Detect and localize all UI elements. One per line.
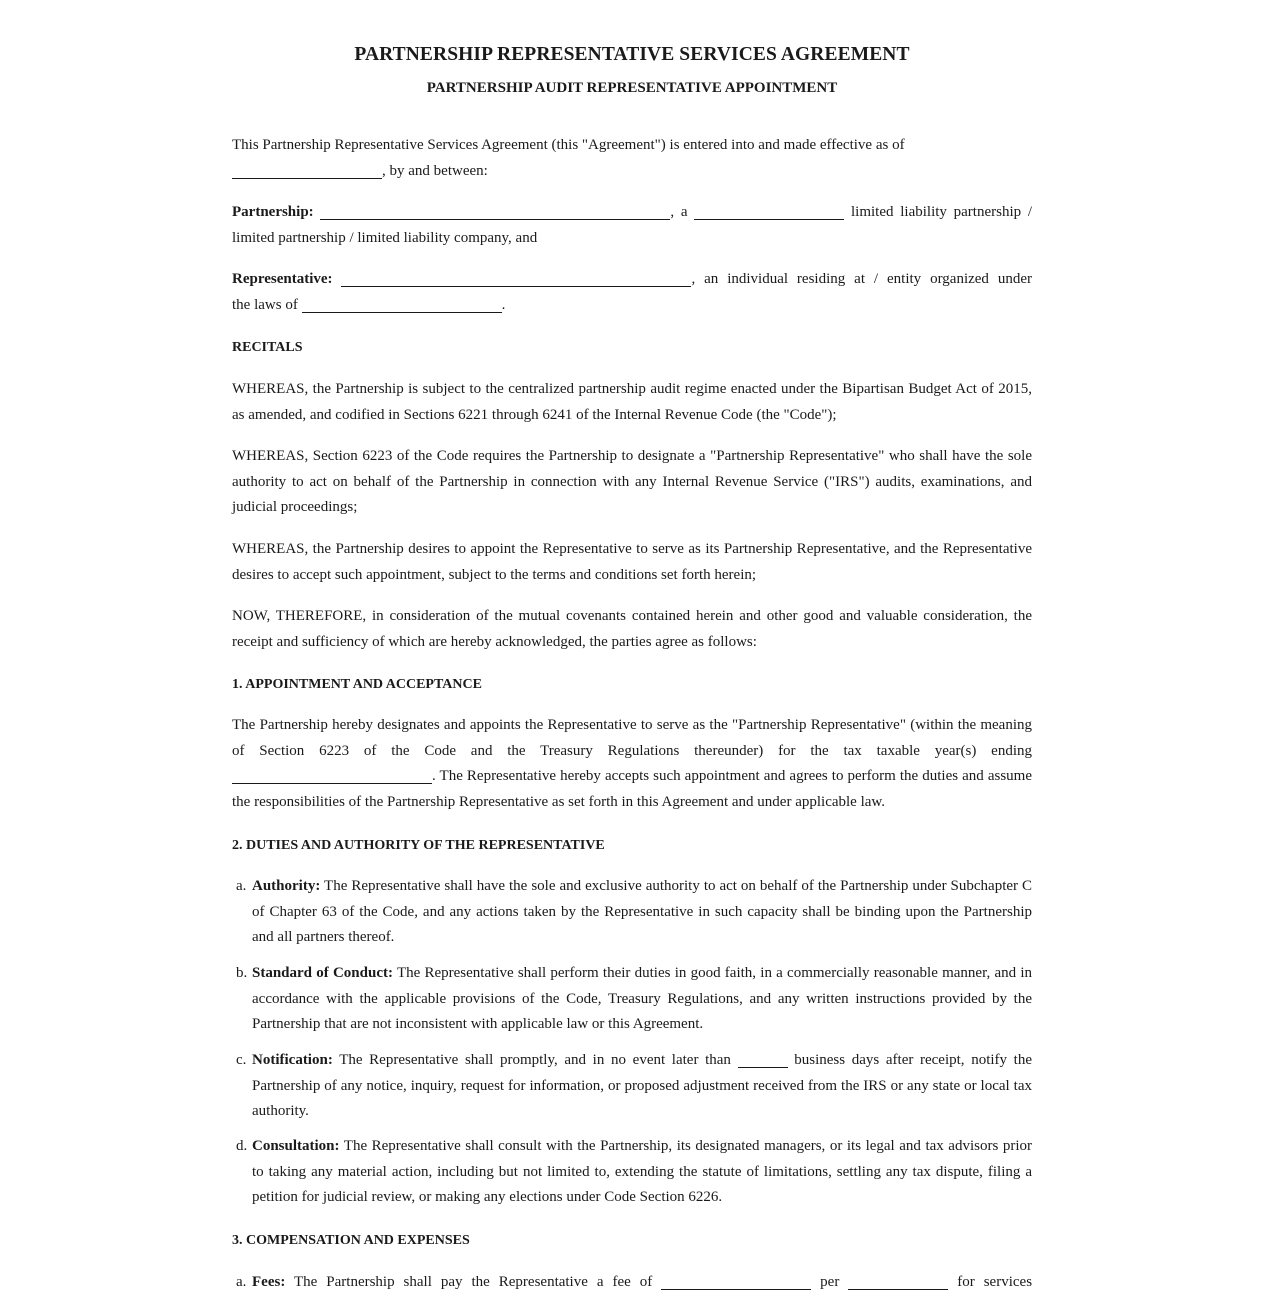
list-text: The Representative shall perform their duties in good faith, in a commercially reasonable manner, and in accordance with the applicable provisions of the Code, Treasury Regulations, and any written instructions provided by the Partnership that are not inconsistent with applicable law or this Agreement.	[252, 965, 1032, 1032]
fee-amount-blank[interactable]	[661, 1274, 811, 1290]
list-item-fees	[236, 1270, 1033, 1296]
list-item-consultation	[236, 1134, 1032, 1211]
partnership-party	[232, 200, 1032, 251]
recital-2: WHEREAS, Section 6223 of the Code requires the Partnership to designate a "Partnership Representative" who shall have the sole authority to act on behalf of the Partnership in connection with any Internal Revenue Service ("IRS") audits, examinations, and judicial proceedings;	[232, 448, 1032, 515]
intro-paragraph	[232, 133, 1032, 184]
list-text: The Representative shall consult with the Partnership, its designated managers, or its legal and tax advisors prior to taking any material action, including but not limited to, extending the statute of limitations, settling any tax dispute, filing a petition for judicial review, or making any elections under Code Section 6226.	[252, 1138, 1032, 1205]
section-1-heading: 1. APPOINTMENT AND ACCEPTANCE	[232, 677, 482, 692]
list-item-standard-of-conduct	[236, 961, 1032, 1038]
list-marker: a.	[236, 878, 247, 894]
fee-period-blank[interactable]	[848, 1274, 948, 1290]
list-item-authority	[236, 874, 1032, 951]
list-text: for services	[957, 1274, 1033, 1290]
partnership-label: Partnership:	[232, 204, 314, 220]
list-term: Standard of Conduct:	[252, 965, 393, 981]
document-subtitle: PARTNERSHIP AUDIT REPRESENTATIVE APPOINTMENT	[426, 80, 838, 96]
list-term: Fees:	[252, 1274, 286, 1290]
representative-text-c: .	[501, 296, 506, 313]
document-title: PARTNERSHIP REPRESENTATIVE SERVICES AGREEMENT	[354, 44, 910, 65]
list-term: Authority:	[252, 878, 321, 894]
recital-4: NOW, THEREFORE, in consideration of the mutual covenants contained herein and other good and valuable consideration, the receipt and sufficiency of which are hereby acknowledged, the parties agree as follows:	[232, 608, 1032, 650]
section-1-text-b: . The Representative hereby accepts such appointment and agrees to perform the duties and assume the responsibilities of the Partnership Representative as set forth in this Agreement and under applicable law.	[232, 768, 1032, 810]
list-text: The Representative shall promptly, and in no event later than	[332, 1052, 731, 1068]
list-term: Notification:	[252, 1052, 333, 1068]
list-term: Consultation:	[252, 1138, 340, 1154]
section-2-heading: 2. DUTIES AND AUTHORITY OF THE REPRESENTATIVE	[232, 838, 605, 853]
representative-name-blank[interactable]	[341, 271, 691, 287]
partnership-name-blank[interactable]	[320, 204, 670, 220]
list-item-notification	[236, 1048, 1033, 1125]
section-1-text-a: The Partnership hereby designates and appoints the Representative to serve as the "Partnership Representative" (within the meaning of Section 6223 of the Code and the Treasury Regulations thereunder) for the tax taxable year(s) ending	[232, 717, 1032, 759]
section-3-heading: 3. COMPENSATION AND EXPENSES	[232, 1233, 470, 1248]
intro-text-b: , by and between:	[382, 162, 488, 179]
representative-text-b: the laws of	[232, 296, 298, 313]
representative-party	[232, 267, 1032, 318]
partnership-text-b: limited liability partnership /	[851, 204, 1033, 220]
intro-text: This Partnership Representative Services Agreement (this "Agreement") is entered into and made effective as of	[232, 137, 905, 153]
jurisdiction-blank[interactable]	[302, 297, 502, 313]
list-marker: a.	[236, 1274, 247, 1290]
representative-label: Representative:	[232, 271, 333, 287]
list-marker: c.	[236, 1052, 247, 1068]
list-text: The Representative shall have the sole and exclusive authority to act on behalf of the Partnership under Subchapter C of Chapter 63 of the Code, and any actions taken by the Representative in such capacity shall be binding upon the Partnership and all partners thereof.	[252, 878, 1032, 945]
recital-1: WHEREAS, the Partnership is subject to the centralized partnership audit regime enacted under the Bipartisan Budget Act of 2015, as amended, and codified in Sections 6221 through 6241 of the Internal Revenue Code (the "Code");	[232, 381, 1032, 423]
recital-3: WHEREAS, the Partnership desires to appoint the Representative to serve as its Partnership Representative, and the Representative desires to accept such appointment, subject to the terms and conditions set forth herein;	[232, 541, 1032, 583]
list-text: The Partnership shall pay the Representative a fee of	[285, 1274, 653, 1290]
notice-days-blank[interactable]	[738, 1052, 788, 1068]
effective-date-blank[interactable]	[232, 163, 382, 179]
list-marker: b.	[236, 965, 248, 981]
list-marker: d.	[236, 1138, 248, 1154]
representative-text-a: , an individual residing at / entity organized under	[691, 271, 1033, 287]
partnership-state-blank[interactable]	[694, 204, 844, 220]
list-text: per	[820, 1274, 840, 1290]
partnership-text-a: , a	[670, 204, 688, 220]
taxable-year-blank[interactable]	[232, 768, 432, 784]
list-text: business days after receipt, notify the Partnership of any notice, inquiry, request for information, or proposed adjustment received from the IRS or any state or local tax authority.	[252, 1052, 1033, 1119]
recitals-heading: RECITALS	[232, 340, 303, 355]
partnership-text-c: limited partnership / limited liability company, and	[232, 229, 538, 246]
section-1-paragraph	[232, 713, 1032, 815]
